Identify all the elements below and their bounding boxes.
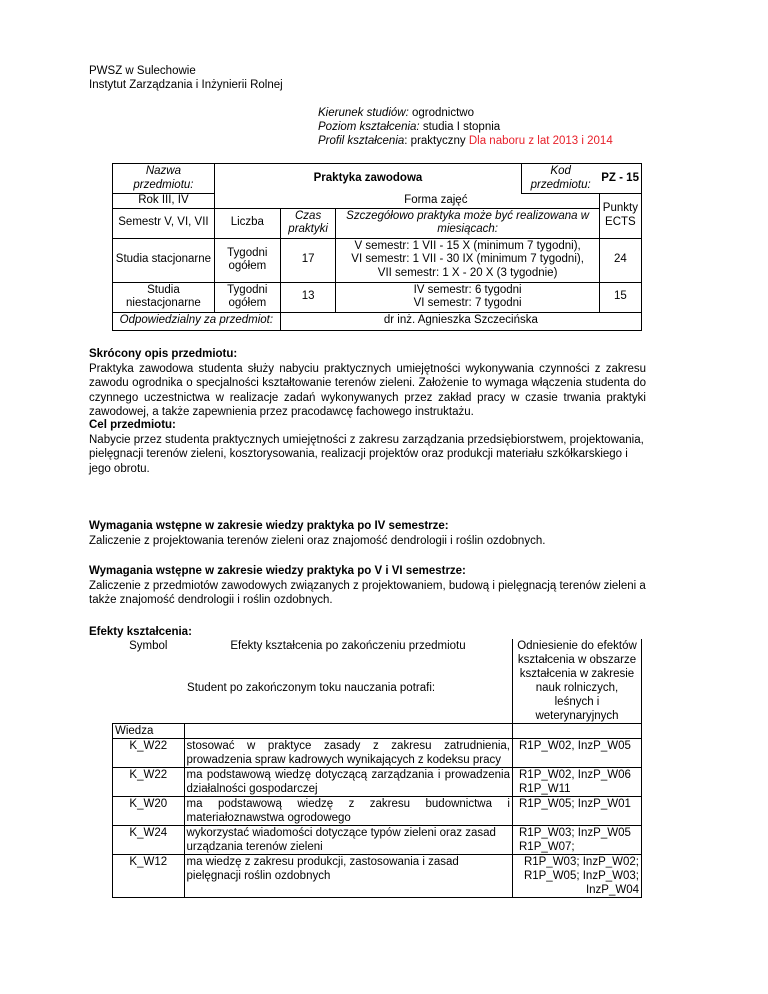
forma-zajec: Forma zajęć [214,194,599,209]
efekt-text: ma podstawową wiedzę z zakresu budownictwa i materiałoznawstwa ogrodowego [184,797,512,826]
rok-value: Rok III, IV [113,194,215,209]
efekty-header-title: Efekty kształcenia po zakończeniu przedmiotu [230,640,466,652]
efekt-ref: R1P_W03; InzP_W02; R1P_W05; InzP_W03; InzP_W04 [513,855,642,898]
opis-title: Skrócony opis przedmiotu: [89,348,238,360]
efekt-text: ma podstawową wiedzę dotyczącą zarządzania i prowadzenia działalności gospodarczej [184,768,512,797]
school-name: PWSZ w Sulechowie [89,65,196,77]
niestacjonarne-months [336,282,599,312]
category-spacer [184,724,512,739]
opis-text: Praktyka zawodowa studenta służy nabyciu praktycznych umiejętności wykonywania czynności z zakresu zawodu ogrodnika o specjalności kształtowanie terenów zieleni. Założenie to wymaga włączenia studenta do czynnego uczestnictwa w realizacje zadań wykonywanych przez zakład pracy w czasie trwania praktyki zawodowej, a także zapewnienia przez pracodawcę fachowego instruktażu. [89,362,646,418]
stacjonarne-line: V semestr: 1 VII - 15 X (minimum 7 tygodni), [354,239,581,252]
kod-value: PZ - 15 [599,164,641,194]
wym56-title: Wymagania wstępne w zakresie wiedzy praktyka po V i VI semestrze: [89,565,466,577]
symbol-header: Symbol [129,640,168,652]
profil-note: Dla naboru z lat 2013 i 2014 [468,135,613,147]
course-info-table [112,163,642,331]
profil-value: : praktyczny [404,135,469,147]
niestacjonarne-czas: 13 [280,282,336,312]
profil-label: Profil kształcenia [318,135,405,147]
efekt-symbol: K_W20 [113,797,185,826]
efekt-symbol: K_W22 [113,768,185,797]
stacjonarne-ects: 24 [599,238,641,282]
poziom-label: Poziom kształcenia: [318,121,420,133]
efekty-header-student: Student po zakończonym toku nauczania potrafi: [187,682,436,694]
stacjonarne-line: VII semestr: 1 X - 20 X (3 tygodnie) [377,266,558,279]
study-profile [318,106,613,148]
odpowiedzialny-value: dr inż. Agnieszka Szczecińska [280,312,641,330]
niestacjonarne-label: Studia niestacjonarne [113,282,215,312]
semestr-value: Semestr V, VI, VII [113,208,215,238]
efekt-ref: R1P_W03; InzP_W05 R1P_W07; [513,826,642,855]
stacjonarne-months [336,238,599,282]
wym56-section [89,564,646,608]
efekt-text: ma wiedzę z zakresu produkcji, zastosowania i zasad pielęgnacji roślin ozdobnych [184,855,512,898]
category-label: Wiedza [113,724,185,739]
cel-text: Nabycie przez studenta praktycznych umiejętności z zakresu zarządzania przedsiębiorstwem, projektowania, pielęgnacji terenów zieleni, kosztorysowania, realizacji projektów oraz produkcji materiału szkółkarskiego i jego obrotu. [89,433,644,475]
category-spacer-right [513,724,642,739]
efekt-text: wykorzystać wiadomości dotyczące typów zieleni oraz zasad urządzania terenów zieleni [184,826,512,855]
wym56-text: Zaliczenie z przedmiotów zawodowych związanych z projektowaniem, budową i pielęgnacją terenów zieleni a także znajomość dendrologii i roślin ozdobnych. [89,579,646,606]
stacjonarne-czas: 17 [280,238,336,282]
efekt-ref: R1P_W02, InzP_W06 R1P_W11 [513,768,642,797]
document-header [89,64,283,92]
poziom-value: studia I stopnia [419,121,501,133]
liczba-header: Liczba [214,208,280,238]
stacjonarne-tygodni: Tygodni ogółem [214,238,280,282]
efekty-table [112,639,642,898]
szczegolowo-header: Szczegółowo praktyka może być realizowana w miesiącach: [336,208,599,238]
kod-label: Kod przedmiotu: [522,164,600,194]
kierunek-label: Kierunek studiów: [318,107,409,119]
wym4-text: Zaliczenie z projektowania terenów zieleni oraz znajomość dendrologii i roślin ozdobnych. [89,534,546,547]
institute-name: Instytut Zarządzania i Inżynierii Rolnej [89,79,283,91]
efekt-symbol: K_W22 [113,739,185,768]
opis-section [89,347,646,420]
stacjonarne-line: VI semestr: 1 VII - 30 IX (minimum 7 tygodni), [351,253,584,266]
efekt-ref: R1P_W02, InzP_W05 [513,739,642,768]
czas-praktyki-header: Czas praktyki [280,208,336,238]
efekty-title: Efekty kształcenia: [89,626,192,638]
nazwa-label: Nazwa przedmiotu: [113,164,215,194]
odniesienie-header: Odniesienie do efektów kształcenia w obszarze kształcenia w zakresie nauk rolniczych, leśnych i weterynaryjnych [513,639,642,724]
odpowiedzialny-label: Odpowiedzialny za przedmiot: [113,312,281,330]
efekt-symbol: K_W12 [113,855,185,898]
punkty-ects-header: Punkty ECTS [599,194,641,239]
efekt-text: stosować w praktyce zasady z zakresu zatrudnienia, prowadzenia spraw kadrowych wynikających z kodeksu pracy [184,739,512,768]
efekty-header [184,639,512,724]
efekt-ref: R1P_W05; InzP_W01 [513,797,642,826]
niestacjonarne-ects: 15 [599,282,641,312]
niestacjonarne-tygodni: Tygodni ogółem [214,282,280,312]
cel-section [89,418,646,476]
wym4-section [89,519,646,548]
cel-title: Cel przedmiotu: [89,419,176,431]
stacjonarne-label: Studia stacjonarne [113,238,215,282]
efekt-symbol: K_W24 [113,826,185,855]
course-name: Praktyka zawodowa [214,164,521,194]
niestacjonarne-line: VI semestr: 7 tygodni [413,297,522,309]
wym4-title: Wymagania wstępne w zakresie wiedzy praktyka po IV semestrze: [89,520,449,532]
kierunek-value: ogrodnictwo [408,107,474,119]
niestacjonarne-line: IV semestr: 6 tygodni [413,283,522,296]
